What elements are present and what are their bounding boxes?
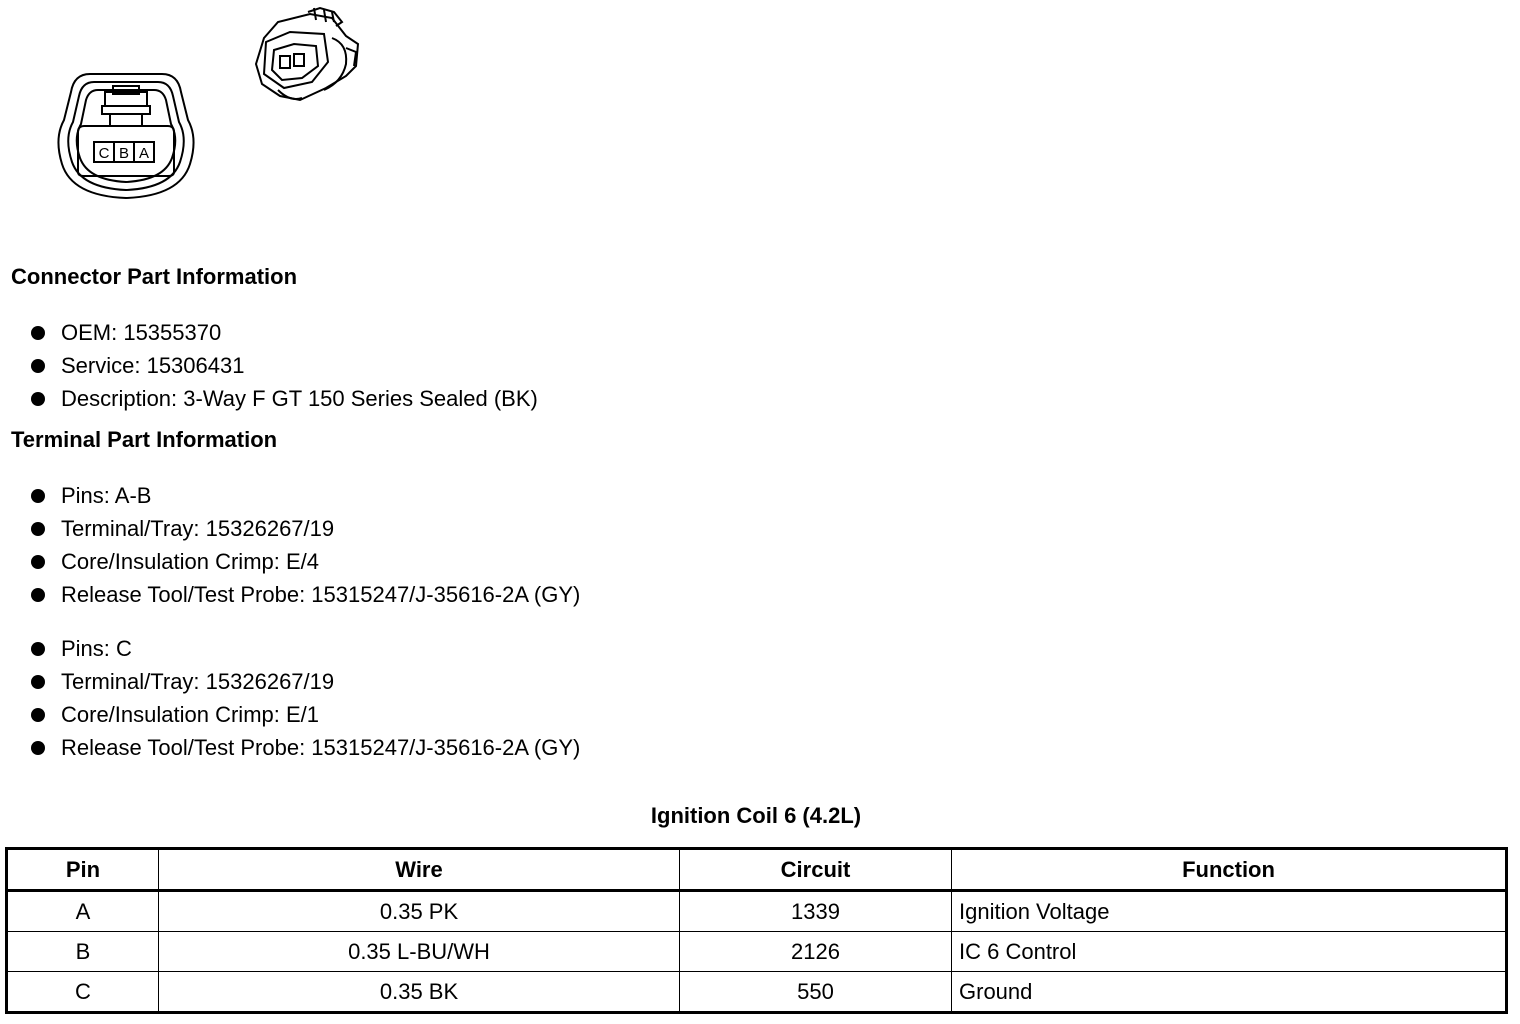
bullet-icon [31, 522, 45, 536]
list-item [11, 316, 538, 349]
cell-pin: C [7, 972, 159, 1013]
pin-table [5, 847, 1508, 1014]
table-row [7, 972, 1507, 1013]
list-item-text: Release Tool/Test Probe: 15315247/J-35616-2A (GY) [61, 735, 581, 760]
connector-part-list [11, 316, 538, 415]
cell-wire: 0.35 BK [159, 972, 680, 1013]
list-item [11, 382, 538, 415]
column-header-wire: Wire [159, 849, 680, 891]
cell-circuit: 2126 [680, 932, 952, 972]
bullet-icon [31, 359, 45, 373]
table-row [7, 932, 1507, 972]
connector-isometric-view [250, 4, 366, 104]
bullet-icon [31, 326, 45, 340]
bullet-icon [31, 555, 45, 569]
bullet-icon [31, 489, 45, 503]
cell-pin: B [7, 932, 159, 972]
terminal-part-heading: Terminal Part Information [11, 427, 278, 452]
table-header-row [7, 849, 1507, 891]
list-item [11, 349, 538, 382]
cavity-label-b: B [118, 145, 130, 162]
list-item-text: Terminal/Tray: 15326267/19 [61, 516, 335, 541]
column-header-function: Function [952, 849, 1507, 891]
bullet-icon [31, 708, 45, 722]
cell-wire: 0.35 L-BU/WH [159, 932, 680, 972]
cell-function: Ignition Voltage [952, 891, 1507, 932]
list-item [11, 632, 580, 665]
cavity-label-c: C [98, 145, 110, 162]
list-item [11, 512, 580, 545]
list-item-text: Core/Insulation Crimp: E/4 [61, 549, 319, 574]
cell-function: Ground [952, 972, 1507, 1013]
connector-part-heading: Connector Part Information [11, 264, 298, 289]
cell-circuit: 1339 [680, 891, 952, 932]
list-item [11, 698, 580, 731]
table-row [7, 891, 1507, 932]
bullet-icon [31, 675, 45, 689]
list-item-text: Release Tool/Test Probe: 15315247/J-35616-2A (GY) [61, 582, 581, 607]
list-item-text: Description: 3-Way F GT 150 Series Sealed (BK) [61, 386, 538, 411]
column-header-circuit: Circuit [680, 849, 952, 891]
cell-circuit: 550 [680, 972, 952, 1013]
bullet-icon [31, 392, 45, 406]
bullet-icon [31, 588, 45, 602]
list-item [11, 479, 580, 512]
list-item [11, 578, 580, 611]
list-item-text: Pins: A-B [61, 483, 152, 508]
terminal-part-list-2 [11, 632, 580, 764]
terminal-part-list-1 [11, 479, 580, 611]
cell-wire: 0.35 PK [159, 891, 680, 932]
list-item-text: OEM: 15355370 [61, 320, 222, 345]
connector-face-view [50, 68, 202, 204]
list-item-text: Service: 15306431 [61, 353, 245, 378]
list-item [11, 665, 580, 698]
bullet-icon [31, 642, 45, 656]
pin-table-title: Ignition Coil 6 (4.2L) [650, 803, 862, 828]
cell-pin: A [7, 891, 159, 932]
bullet-icon [31, 741, 45, 755]
list-item [11, 731, 580, 764]
list-item-text: Core/Insulation Crimp: E/1 [61, 702, 319, 727]
column-header-pin: Pin [7, 849, 159, 891]
cavity-label-a: A [138, 145, 150, 162]
list-item [11, 545, 580, 578]
cell-function: IC 6 Control [952, 932, 1507, 972]
list-item-text: Terminal/Tray: 15326267/19 [61, 669, 335, 694]
list-item-text: Pins: C [61, 636, 132, 661]
